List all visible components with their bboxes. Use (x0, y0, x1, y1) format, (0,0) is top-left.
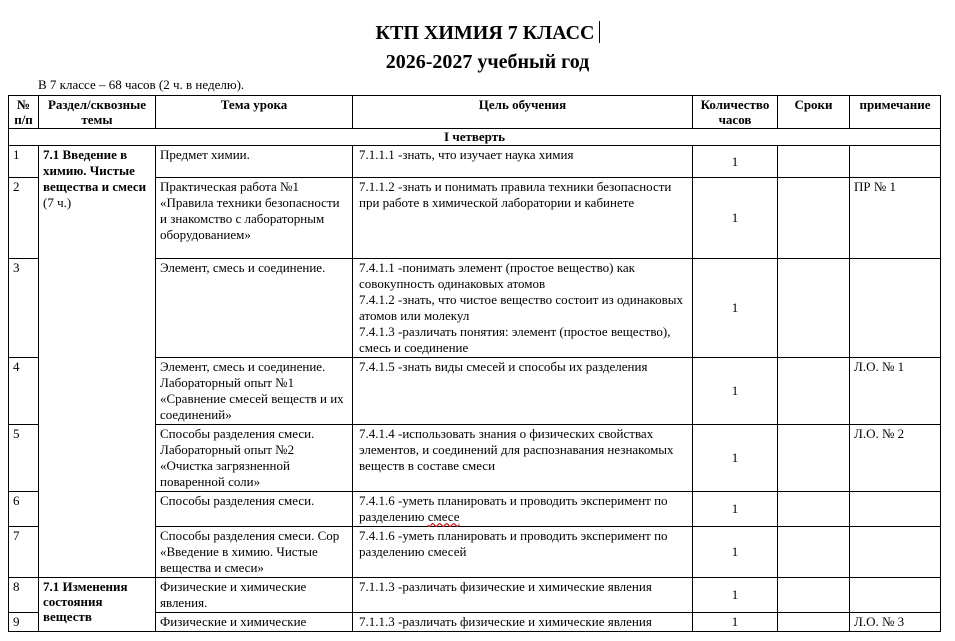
hours-count: 1 (693, 146, 778, 178)
table-header-row (9, 96, 941, 129)
learning-goal: 7.4.1.6 -уметь планировать и проводить эксперимент по разделению смесей (353, 527, 693, 578)
note-cell (850, 259, 941, 358)
dates-cell (778, 259, 850, 358)
note-cell (850, 146, 941, 178)
section-title: 7.1 Изменения состояния веществ (43, 579, 128, 624)
lesson-topic: Предмет химии. (156, 146, 353, 178)
row-num: 7 (9, 527, 39, 578)
row-num: 3 (9, 259, 39, 358)
learning-goal: 7.4.1.4 -использовать знания о физических свойствах элементов, и соединений для распознавания незнакомых веществ в составе смеси (353, 425, 693, 492)
column-header-topic: Тема урока (156, 96, 353, 129)
learning-goal: 7.1.1.1 -знать, что изучает наука химия (353, 146, 693, 178)
note-cell (850, 578, 941, 613)
learning-goal-line: 7.4.1.2 -знать, что чистое вещество состоит из одинаковых атомов или молекул (359, 292, 683, 323)
table-row (9, 578, 941, 613)
learning-goal (353, 259, 693, 358)
row-num: 5 (9, 425, 39, 492)
learning-goal (353, 492, 693, 527)
learning-goal: 7.1.1.2 -знать и понимать правила техники безопасности при работе в химической лаборатории и кабинете (353, 178, 693, 259)
dates-cell (778, 578, 850, 613)
lesson-topic: Элемент, смесь и соединение. Лабораторный опыт №1 «Сравнение смесей веществ и их соединений» (156, 358, 353, 425)
row-num: 9 (9, 613, 39, 632)
lesson-topic: Физические и химические (156, 613, 353, 632)
learning-goal-line: 7.4.1.1 -понимать элемент (простое вещество) как совокупность одинаковых атомов (359, 260, 635, 291)
misspelled-word: смесе (427, 509, 460, 524)
learning-goal: 7.1.1.3 -различать физические и химические явления (353, 578, 693, 613)
lesson-topic: Практическая работа №1 «Правила техники безопасности и знакомство с лабораторным оборудованием» (156, 178, 353, 259)
column-header-hours: Количество часов (693, 96, 778, 129)
hours-count: 1 (693, 578, 778, 613)
column-header-note: примечание (850, 96, 941, 129)
hours-count: 1 (693, 358, 778, 425)
hours-count: 1 (693, 425, 778, 492)
hours-count: 1 (693, 527, 778, 578)
note-cell: Л.О. № 3 (850, 613, 941, 632)
table-row (9, 146, 941, 178)
column-header-goal: Цель обучения (353, 96, 693, 129)
column-header-section: Раздел/сквозные темы (39, 96, 156, 129)
column-header-num: № п/п (9, 96, 39, 129)
document-title: КТП ХИМИЯ 7 КЛАСС (0, 21, 955, 45)
row-num: 1 (9, 146, 39, 178)
lesson-plan-table (8, 95, 941, 632)
section-hours: (7 ч.) (43, 195, 72, 210)
row-num: 4 (9, 358, 39, 425)
section-cell (39, 146, 156, 578)
learning-goal-line: 7.4.1.3 -различать понятия: элемент (простое вещество), смесь и соединение (359, 324, 671, 355)
section-title: 7.1 Введение в химию. Чистые вещества и смеси (43, 147, 147, 194)
learning-goal: 7.1.1.3 -различать физические и химические явления (353, 613, 693, 632)
hours-count: 1 (693, 259, 778, 358)
document-subtitle: 2026-2027 учебный год (385, 51, 590, 73)
lesson-topic: Способы разделения смеси. Лабораторный опыт №2 «Очистка загрязненной поваренной соли» (156, 425, 353, 492)
hours-note: В 7 классе – 68 часов (2 ч. в неделю). (38, 77, 245, 92)
dates-cell (778, 613, 850, 632)
hours-count: 1 (693, 492, 778, 527)
dates-cell (778, 146, 850, 178)
hours-count: 1 (693, 613, 778, 632)
note-cell (850, 492, 941, 527)
text-cursor (599, 21, 600, 43)
learning-goal: 7.4.1.5 -знать виды смесей и способы их разделения (353, 358, 693, 425)
column-header-dates: Сроки (778, 96, 850, 129)
lesson-topic: Физические и химические явления. (156, 578, 353, 613)
lesson-topic: Способы разделения смеси. (156, 492, 353, 527)
dates-cell (778, 178, 850, 259)
quarter-label: I четверть (9, 129, 941, 146)
note-cell: Л.О. № 2 (850, 425, 941, 492)
dates-cell (778, 358, 850, 425)
learning-goal-text: 7.4.1.6 -уметь планировать и проводить эксперимент по разделению (359, 493, 668, 524)
row-num: 6 (9, 492, 39, 527)
hours-count: 1 (693, 178, 778, 259)
quarter-row (9, 129, 941, 146)
note-cell: ПР № 1 (850, 178, 941, 259)
row-num: 2 (9, 178, 39, 259)
row-num: 8 (9, 578, 39, 613)
dates-cell (778, 425, 850, 492)
note-cell: Л.О. № 1 (850, 358, 941, 425)
lesson-topic: Элемент, смесь и соединение. (156, 259, 353, 358)
dates-cell (778, 527, 850, 578)
section-cell (39, 578, 156, 632)
note-cell (850, 527, 941, 578)
dates-cell (778, 492, 850, 527)
lesson-topic: Способы разделения смеси. Сор «Введение в химию. Чистые вещества и смеси» (156, 527, 353, 578)
